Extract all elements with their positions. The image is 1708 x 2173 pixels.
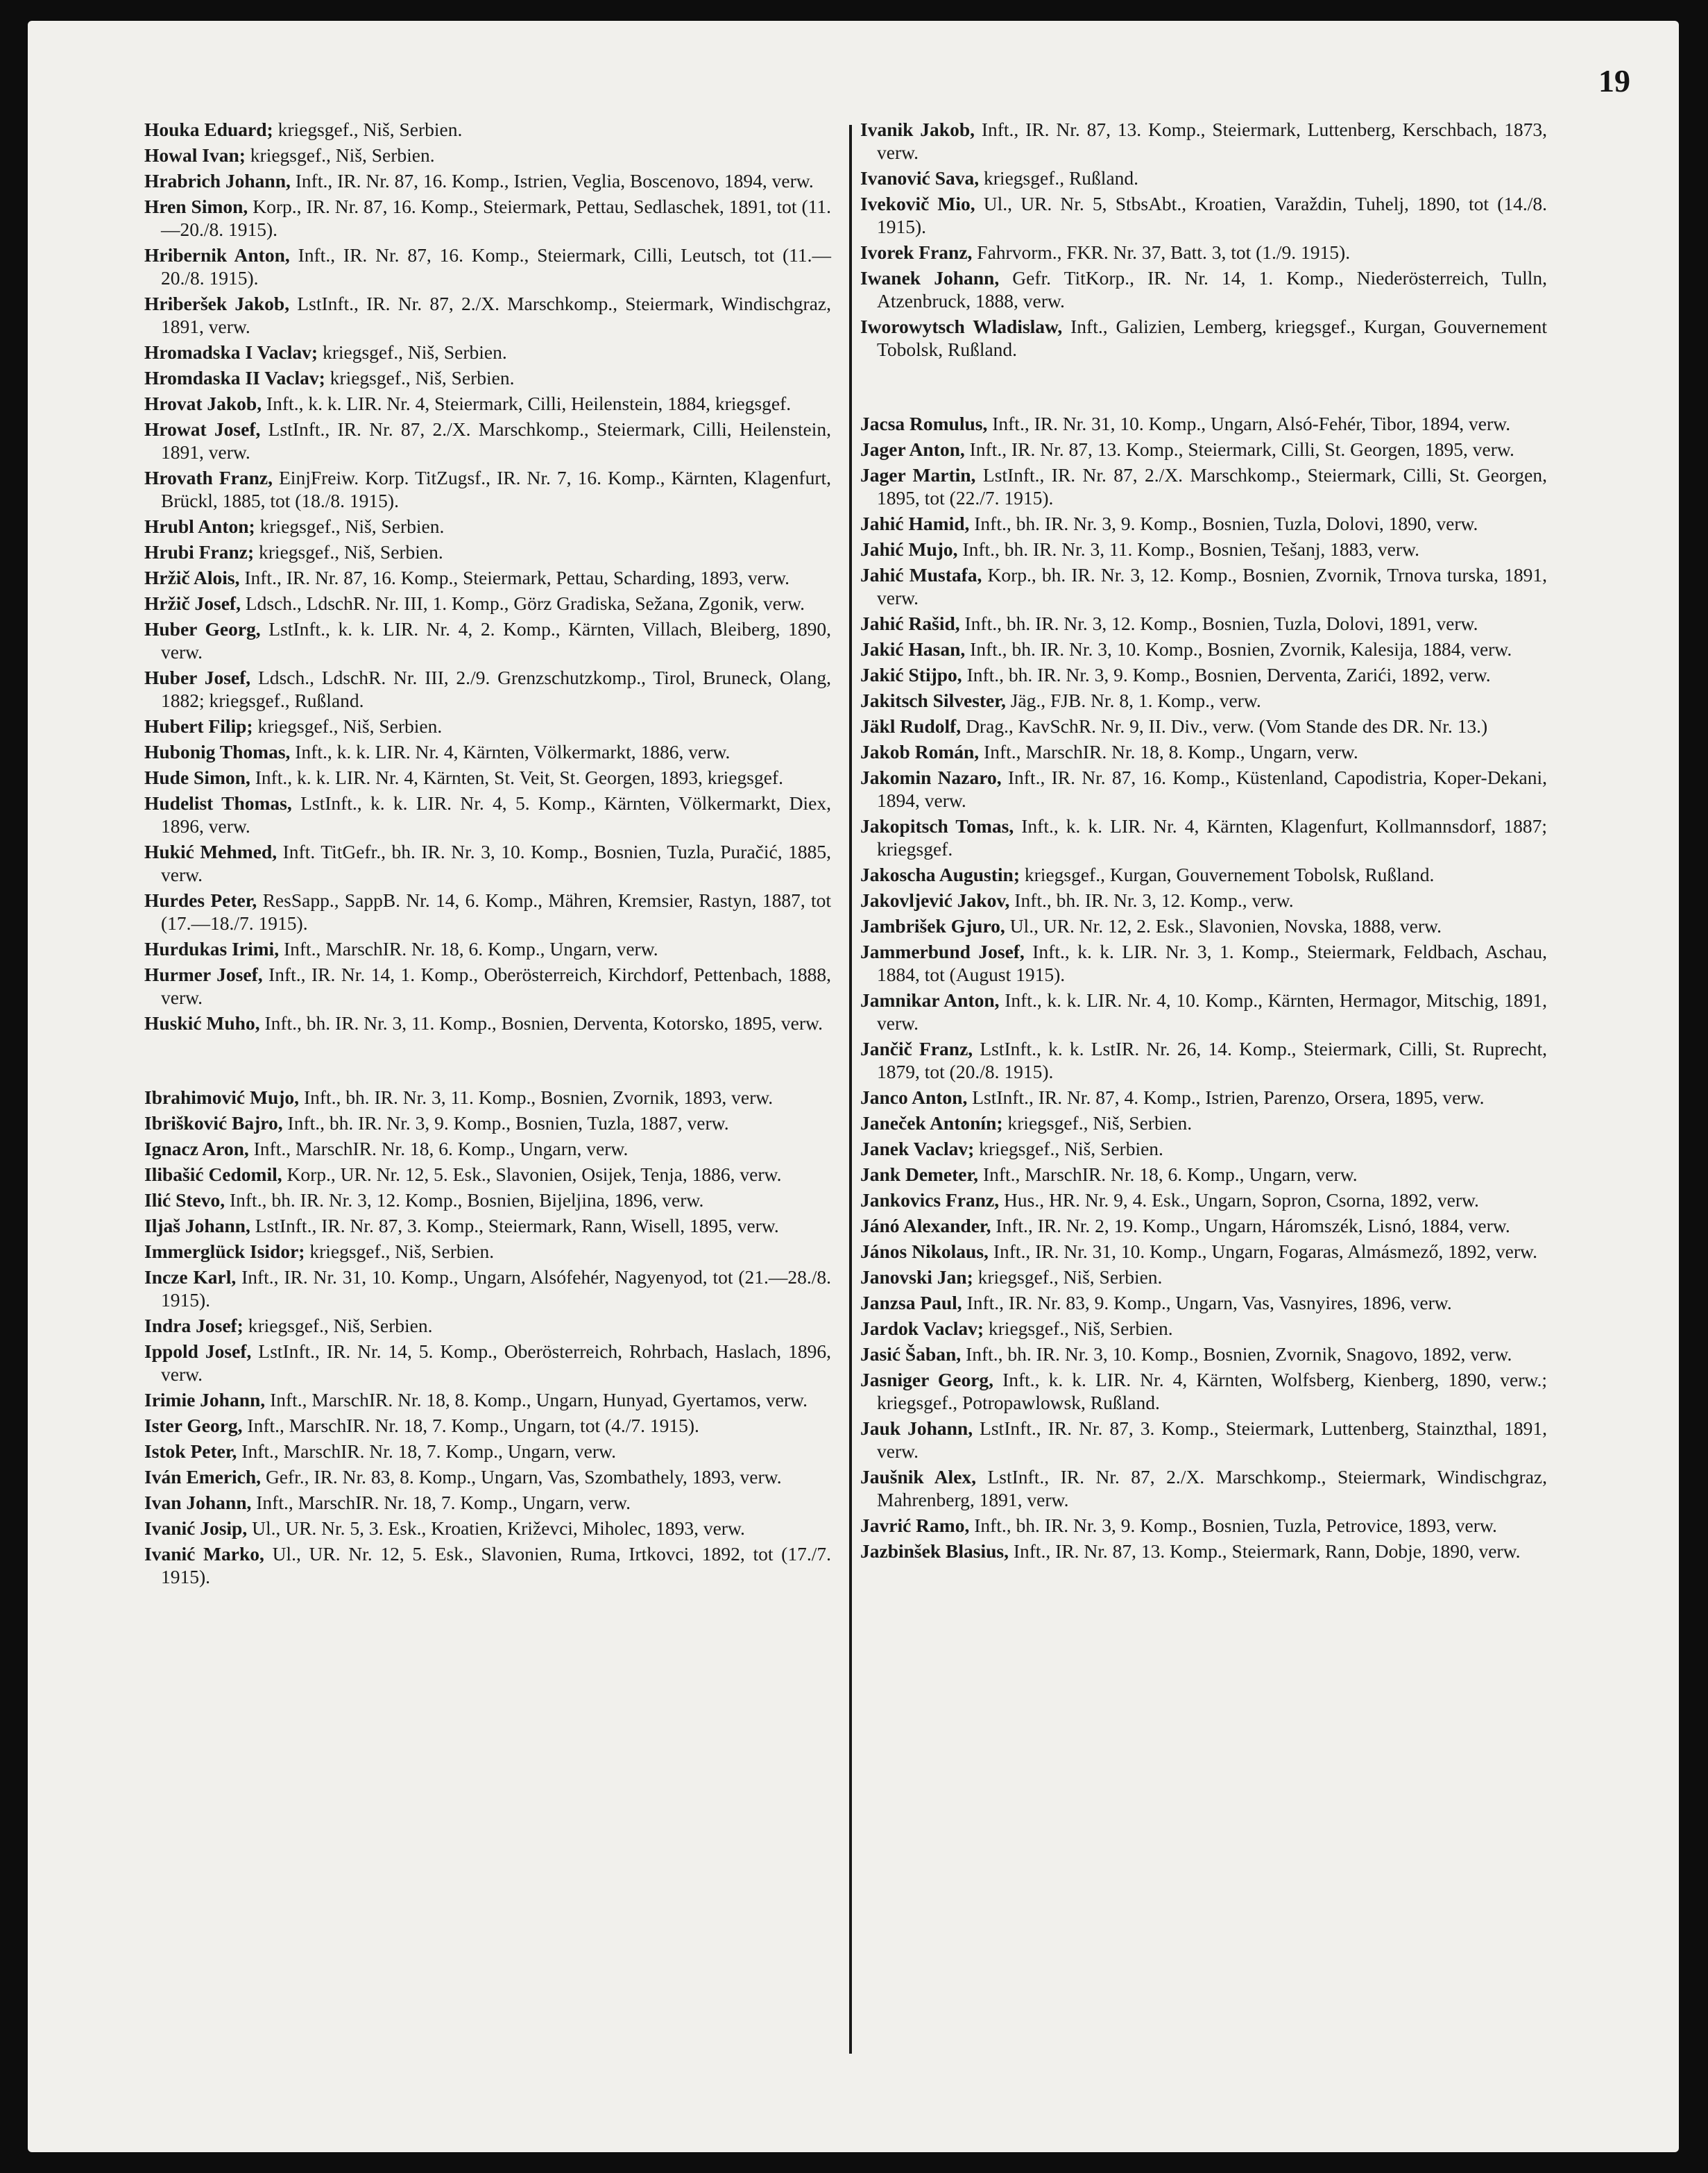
right-column [860,118,1547,1565]
entry-name: Iwanek Johann, [860,267,1000,289]
entry-details: Gefr., IR. Nr. 83, 8. Komp., Ungarn, Vas, Szombathely, 1893, verw. [261,1466,782,1488]
entry-details: kriegsgef., Niš, Serbien. [245,144,435,166]
entry-details: kriegsgef., Niš, Serbien. [1002,1112,1193,1134]
entry-name: Ivanić Marko, [144,1543,264,1565]
entry-details: Inft., IR. Nr. 87, 16. Komp., Steiermark, Cilli, Leutsch, tot (11.—20./8. 1915). [161,244,831,289]
entry-details: LstInft., IR. Nr. 87, 2./X. Marschkomp., Steiermark, Windischgraz, 1891, verw. [161,293,831,337]
entry-details: Hus., HR. Nr. 9, 4. Esk., Ungarn, Sopron, Csorna, 1892, verw. [999,1189,1479,1211]
entry-name: Hromadska I Vaclav; [144,341,318,363]
entry-details: kriegsgef., Niš, Serbien. [253,715,443,737]
casualty-entry [144,144,831,167]
casualty-entry [144,1266,831,1311]
entry-name: Hribernik Anton, [144,244,290,266]
entry-name: Ivan Johann, [144,1492,252,1513]
section-h-entries [144,118,831,1034]
casualty-entry [144,1440,831,1463]
entry-details: kriegsgef., Kurgan, Gouvernement Tobolsk, Rußland. [1020,864,1435,885]
entry-details: Inft., MarschIR. Nr. 18, 8. Komp., Ungarn, verw. [979,741,1358,762]
entry-details: Ul., UR. Nr. 12, 5. Esk., Slavonien, Ruma, Irtkovci, 1892, tot (17./7. 1915). [161,1543,831,1587]
entry-name: Huber Josef, [144,667,251,688]
casualty-entry [144,118,831,141]
entry-name: Ivanović Sava, [860,167,980,189]
entry-details: Inft., IR. Nr. 87, 16. Komp., Steiermark, Pettau, Scharding, 1893, verw. [239,567,790,588]
entry-details: Inft., bh. IR. Nr. 3, 9. Komp., Bosnien, Derventa, Zarići, 1892, verw. [962,664,1491,685]
entry-name: Immerglück Isidor; [144,1241,305,1262]
entry-name: Ilibašić Cedomil, [144,1164,282,1185]
entry-name: Janeček Antonín; [860,1112,1003,1134]
entry-details: Korp., bh. IR. Nr. 3, 12. Komp., Bosnien, Zvornik, Trnova turska, 1891, verw. [877,564,1547,608]
entry-name: Jager Martin, [860,464,976,486]
entry-name: Jakopitsch Tomas, [860,815,1014,837]
entry-details: kriegsgef., Niš, Serbien. [318,341,507,363]
casualty-entry [860,740,1547,763]
entry-details: Inft., IR. Nr. 31, 10. Komp., Ungarn, Alsó-Fehér, Tibor, 1894, verw. [987,413,1511,434]
casualty-entry [860,989,1547,1034]
entry-details: LstInft., IR. Nr. 87, 4. Komp., Istrien, Parenzo, Orsera, 1895, verw. [967,1086,1485,1108]
casualty-entry [144,1491,831,1514]
casualty-entry [860,118,1547,164]
casualty-entry [860,1417,1547,1463]
entry-details: LstInft., IR. Nr. 14, 5. Komp., Oberösterreich, Rohrbach, Haslach, 1896, verw. [161,1340,831,1385]
entry-name: Ibrišković Bajro, [144,1112,283,1134]
entry-details: kriegsgef., Niš, Serbien. [974,1138,1163,1159]
entry-name: Ilić Stevo, [144,1189,225,1211]
entry-name: János Nikolaus, [860,1241,989,1262]
entry-details: Inft., bh. IR. Nr. 3, 10. Komp., Bosnien, Zvornik, Snagovo, 1892, verw. [961,1343,1512,1365]
entry-details: Inft., IR. Nr. 87, 13. Komp., Steiermark, Cilli, St. Georgen, 1895, verw. [964,438,1514,460]
entry-name: Ivekovič Mio, [860,193,975,214]
entry-name: Hurdes Peter, [144,889,257,911]
casualty-entry [860,266,1547,312]
casualty-entry [144,195,831,241]
casualty-entry [860,940,1547,986]
document-page [28,21,1679,2152]
entry-details: Inft., MarschIR. Nr. 18, 6. Komp., Ungarn, verw. [248,1138,629,1159]
casualty-entry [144,1163,831,1186]
entry-name: Jakovljević Jakov, [860,889,1010,911]
casualty-entry [144,1314,831,1337]
entry-name: Iljaš Johann, [144,1215,250,1236]
entry-name: Jasniger Georg, [860,1369,994,1390]
entry-details: Inft., bh. IR. Nr. 3, 11. Komp., Bosnien, Tešanj, 1883, verw. [957,538,1419,560]
entry-details: kriegsgef., Niš, Serbien. [973,1266,1163,1288]
entry-name: Hromdaska II Vaclav; [144,367,325,389]
entry-name: Hrabrich Johann, [144,170,291,191]
casualty-entry [860,1163,1547,1186]
casualty-entry [860,1188,1547,1211]
casualty-entry [144,592,831,615]
entry-details: Ldsch., LdschR. Nr. III, 1. Komp., Görz Gradiska, Sežana, Zgonik, verw. [240,593,805,614]
entry-details: kriegsgef., Niš, Serbien. [255,515,445,537]
entry-details: LstInft., k. k. LIR. Nr. 4, 2. Komp., Kärnten, Villach, Bleiberg, 1890, verw. [161,618,831,663]
entry-name: Jasić Šaban, [860,1343,962,1365]
entry-name: Ivanik Jakob, [860,119,975,140]
left-column [144,118,831,1591]
entry-name: Hrubl Anton; [144,515,255,537]
entry-name: Jardok Vaclav; [860,1318,984,1339]
entry-name: Hren Simon, [144,196,248,217]
entry-name: Istok Peter, [144,1440,237,1462]
entry-details: LstInft., IR. Nr. 87, 2./X. Marschkomp., Steiermark, Cilli, St. Georgen, 1895, tot (22./7. 1915). [877,464,1547,509]
casualty-entry [860,1317,1547,1340]
entry-details: Inft., k. k. LIR. Nr. 4, Kärnten, Klagenfurt, Kollmannsdorf, 1887; kriegsgef. [877,815,1547,860]
casualty-entry [144,840,831,886]
casualty-entry [860,563,1547,609]
entry-details: Inft., bh. IR. Nr. 3, 12. Komp., verw. [1009,889,1294,911]
casualty-entry [860,1137,1547,1160]
entry-details: LstInft., IR. Nr. 87, 3. Komp., Steiermark, Rann, Wisell, 1895, verw. [250,1215,779,1236]
casualty-entry [144,1188,831,1211]
casualty-entry [860,689,1547,712]
entry-details: LstInft., IR. Nr. 87, 2./X. Marschkomp., Steiermark, Cilli, Heilenstein, 1891, verw. [161,418,831,463]
entry-details: Inft., bh. IR. Nr. 3, 10. Komp., Bosnien, Zvornik, Kalesija, 1884, verw. [965,638,1512,660]
entry-details: Inft., k. k. LIR. Nr. 4, Kärnten, Wolfsberg, Kienberg, 1890, verw.; kriegsgef., Potropawlowsk, Rußland. [877,1369,1547,1413]
entry-name: Iván Emerich, [144,1466,262,1488]
section-gap [860,364,1547,412]
casualty-entry [860,863,1547,886]
casualty-entry [860,512,1547,535]
entry-details: Inft., IR. Nr. 14, 1. Komp., Oberösterreich, Kirchdorf, Pettenbach, 1888, verw. [161,964,831,1008]
entry-details: Inft., MarschIR. Nr. 18, 6. Komp., Ungarn, verw. [978,1164,1358,1185]
section-j-entries [860,412,1547,1562]
entry-details: Inft., MarschIR. Nr. 18, 7. Komp., Ungarn, tot (4./7. 1915). [242,1415,699,1436]
casualty-entry [144,1542,831,1588]
entry-details: Inft., MarschIR. Nr. 18, 6. Komp., Ungarn, verw. [279,938,658,960]
entry-name: Incze Karl, [144,1266,237,1288]
entry-details: Inft., IR. Nr. 87, 13. Komp., Steiermark, Rann, Dobje, 1890, verw. [1008,1540,1521,1562]
entry-details: Inft., bh. IR. Nr. 3, 9. Komp., Bosnien, Tuzla, Dolovi, 1890, verw. [969,513,1478,534]
casualty-entry [860,315,1547,361]
casualty-entry [860,1266,1547,1288]
entry-name: Howal Ivan; [144,144,246,166]
entry-details: kriegsgef., Niš, Serbien. [273,119,463,140]
entry-name: Hrovat Jakob, [144,393,262,414]
casualty-entry [144,740,831,763]
entry-name: Jahić Mujo, [860,538,958,560]
casualty-entry [144,1137,831,1160]
entry-name: Hukić Mehmed, [144,841,277,862]
entry-name: Hurmer Josef, [144,964,263,985]
casualty-entry [860,192,1547,238]
entry-details: kriegsgef., Niš, Serbien. [243,1315,433,1336]
entry-details: LstInft., k. k. LIR. Nr. 4, 5. Komp., Kärnten, Völkermarkt, Diex, 1896, verw. [161,792,831,837]
casualty-entry [144,466,831,512]
casualty-entry [860,1465,1547,1511]
casualty-entry [144,292,831,338]
entry-name: Hude Simon, [144,767,250,788]
entry-details: Inft., IR. Nr. 83, 9. Komp., Ungarn, Vas, Vasnyires, 1896, verw. [962,1292,1452,1313]
casualty-entry [860,1368,1547,1414]
entry-details: Inft., bh. IR. Nr. 3, 12. Komp., Bosnien, Tuzla, Dolovi, 1891, verw. [959,613,1478,634]
casualty-entry [860,663,1547,686]
casualty-entry [144,341,831,364]
casualty-entry [144,169,831,192]
entry-details: Inft., MarschIR. Nr. 18, 8. Komp., Ungarn, Hunyad, Gyertamos, verw. [265,1389,808,1411]
casualty-entry [144,392,831,415]
casualty-entry [860,766,1547,812]
entry-name: Jazbinšek Blasius, [860,1540,1009,1562]
entry-details: kriegsgef., Niš, Serbien. [325,367,515,389]
entry-name: Jakitsch Silvester, [860,690,1006,711]
entry-details: Inft., k. k. LIR. Nr. 3, 1. Komp., Steiermark, Feldbach, Aschau, 1884, tot (August 1915). [877,941,1547,985]
casualty-entry [860,1514,1547,1537]
casualty-entry [144,1086,831,1109]
entry-details: kriegsgef., Niš, Serbien. [984,1318,1173,1339]
entry-name: Jakoscha Augustin; [860,864,1020,885]
entry-details: Inft., MarschIR. Nr. 18, 7. Komp., Ungarn, verw. [237,1440,616,1462]
entry-details: Inft., IR. Nr. 87, 16. Komp., Istrien, Veglia, Boscenovo, 1894, verw. [290,170,814,191]
entry-name: Jager Anton, [860,438,965,460]
entry-name: Jahić Mustafa, [860,564,982,586]
entry-details: kriegsgef., Rußland. [979,167,1139,189]
entry-name: Huskić Muho, [144,1012,260,1034]
casualty-entry [144,244,831,289]
entry-details: ResSapp., SappB. Nr. 14, 6. Komp., Mähren, Kremsier, Rastyn, 1887, tot (17.—18./7. 1915). [161,889,831,934]
entry-details: Ul., UR. Nr. 5, 3. Esk., Kroatien, Križevci, Miholec, 1893, verw. [247,1517,745,1539]
entry-name: Jaušnik Alex, [860,1466,977,1488]
casualty-entry [860,1291,1547,1314]
entry-name: Jambrišek Gjuro, [860,915,1005,937]
entry-details: Inft., IR. Nr. 87, 16. Komp., Küstenland, Capodistria, Koper-Dekani, 1894, verw. [877,767,1547,811]
entry-details: kriegsgef., Niš, Serbien. [305,1241,495,1262]
entry-name: Jančič Franz, [860,1038,973,1059]
casualty-entry [144,1465,831,1488]
casualty-entry [860,612,1547,635]
entry-name: Irimie Johann, [144,1389,266,1411]
casualty-entry [144,617,831,663]
casualty-entry [860,889,1547,912]
entry-name: Jakomin Nazaro, [860,767,1002,788]
entry-details: Inft., IR. Nr. 31, 10. Komp., Ungarn, Fogaras, Almásmező, 1892, verw. [988,1241,1537,1262]
casualty-entry [144,418,831,463]
casualty-entry [860,167,1547,189]
entry-details: Inft., bh. IR. Nr. 3, 11. Komp., Bosnien, Zvornik, 1893, verw. [299,1086,774,1108]
entry-name: Jäkl Rudolf, [860,715,962,737]
casualty-entry [860,538,1547,561]
entry-name: Jankovics Franz, [860,1189,1000,1211]
entry-name: Ippold Josef, [144,1340,252,1362]
column-divider [849,125,852,2054]
entry-details: Inft., k. k. LIR. Nr. 4, 10. Komp., Kärnten, Hermagor, Mitschig, 1891, verw. [877,989,1548,1034]
entry-name: Hržič Alois, [144,567,240,588]
section-i-entries [144,1086,831,1588]
entry-details: Inft., bh. IR. Nr. 3, 9. Komp., Bosnien, Tuzla, Petrovice, 1893, verw. [969,1515,1497,1536]
entry-details: EinjFreiw. Korp. TitZugsf., IR. Nr. 7, 16. Komp., Kärnten, Klagenfurt, Brückl, 1885, tot (18./8. 1915). [161,467,831,511]
section-i-continued-entries [860,118,1547,361]
casualty-entry [860,914,1547,937]
entry-name: Ignacz Aron, [144,1138,249,1159]
section-gap [144,1037,831,1086]
casualty-entry [144,666,831,712]
casualty-entry [144,540,831,563]
casualty-entry [144,366,831,389]
entry-name: Hubert Filip; [144,715,253,737]
entry-name: Janzsa Paul, [860,1292,962,1313]
entry-name: Hubonig Thomas, [144,741,291,762]
entry-name: Hrovath Franz, [144,467,273,488]
entry-name: Hrubi Franz; [144,541,255,563]
entry-details: Inft., k. k. LIR. Nr. 4, Kärnten, Völkermarkt, 1886, verw. [290,741,731,762]
casualty-entry [144,1214,831,1237]
casualty-entry [860,1086,1547,1109]
entry-name: Ister Georg, [144,1415,243,1436]
entry-details: Fahrvorm., FKR. Nr. 37, Batt. 3, tot (1./9. 1915). [972,241,1351,263]
entry-name: Jakić Stijpo, [860,664,962,685]
casualty-entry [860,241,1547,264]
entry-details: Inft., MarschIR. Nr. 18, 7. Komp., Ungarn, verw. [251,1492,631,1513]
entry-details: Inft., bh. IR. Nr. 3, 12. Komp., Bosnien, Bijeljina, 1896, verw. [225,1189,704,1211]
entry-name: Jank Demeter, [860,1164,979,1185]
entry-details: Inft., IR. Nr. 31, 10. Komp., Ungarn, Alsófehér, Nagyenyod, tot (21.—28./8. 1915). [161,1266,831,1311]
entry-details: LstInft., IR. Nr. 87, 2./X. Marschkomp., Steiermark, Windischgraz, Mahrenberg, 1891, verw. [877,1466,1547,1510]
entry-details: Jäg., FJB. Nr. 8, 1. Komp., verw. [1005,690,1261,711]
entry-name: Jacsa Romulus, [860,413,988,434]
entry-name: Jakob Román, [860,741,980,762]
entry-details: Drag., KavSchR. Nr. 9, II. Div., verw. (Vom Stande des DR. Nr. 13.) [961,715,1488,737]
entry-details: Inft., IR. Nr. 2, 19. Komp., Ungarn, Háromszék, Lisnó, 1884, verw. [991,1215,1510,1236]
casualty-entry [860,638,1547,661]
entry-name: Jakić Hasan, [860,638,966,660]
casualty-entry [144,1414,831,1437]
casualty-entry [860,438,1547,461]
entry-details: Inft., bh. IR. Nr. 3, 11. Komp., Bosnien, Derventa, Kotorsko, 1895, verw. [259,1012,823,1034]
entry-name: Hriberšek Jakob, [144,293,290,314]
casualty-entry [860,1214,1547,1237]
entry-details: Inft., bh. IR. Nr. 3, 9. Komp., Bosnien, Tuzla, 1887, verw. [282,1112,729,1134]
entry-details: Inft., IR. Nr. 87, 13. Komp., Steiermark, Luttenberg, Kerschbach, 1873, verw. [877,119,1547,163]
entry-name: Jammerbund Josef, [860,941,1025,962]
entry-name: Hržič Josef, [144,593,241,614]
entry-name: Jahić Rašid, [860,613,960,634]
entry-name: Ibrahimović Mujo, [144,1086,300,1108]
entry-name: Ivanić Josip, [144,1517,248,1539]
page-number: 19 [1598,63,1630,99]
casualty-entry [144,566,831,589]
entry-details: Inft., k. k. LIR. Nr. 4, Steiermark, Cilli, Heilenstein, 1884, kriegsgef. [262,393,792,414]
entry-details: Korp., UR. Nr. 12, 5. Esk., Slavonien, Osijek, Tenja, 1886, verw. [282,1164,782,1185]
entry-name: Hudelist Thomas, [144,792,292,814]
entry-name: Jánó Alexander, [860,1215,991,1236]
casualty-entry [144,1388,831,1411]
casualty-entry [144,766,831,789]
casualty-entry [144,1012,831,1034]
entry-details: LstInft., IR. Nr. 87, 3. Komp., Steiermark, Luttenberg, Stainzthal, 1891, verw. [877,1417,1547,1462]
casualty-entry [144,889,831,935]
entry-name: Javrić Ramo, [860,1515,970,1536]
entry-name: Indra Josef; [144,1315,244,1336]
entry-name: Jauk Johann, [860,1417,973,1439]
casualty-entry [144,1111,831,1134]
entry-details: Ldsch., LdschR. Nr. III, 2./9. Grenzschutzkomp., Tirol, Bruneck, Olang, 1882; kriegsgef., Rußland. [161,667,831,711]
entry-details: Ul., UR. Nr. 12, 2. Esk., Slavonien, Novska, 1888, verw. [1005,915,1442,937]
entry-name: Janovski Jan; [860,1266,973,1288]
casualty-entry [144,963,831,1009]
casualty-entry [144,1340,831,1386]
entry-name: Janek Vaclav; [860,1138,975,1159]
casualty-entry [860,1111,1547,1134]
casualty-entry [860,715,1547,738]
casualty-entry [144,792,831,837]
casualty-entry [860,1240,1547,1263]
entry-details: Gefr. TitKorp., IR. Nr. 14, 1. Komp., Niederösterreich, Tulln, Atzenbruck, 1888, verw. [877,267,1547,312]
entry-name: Hurdukas Irimi, [144,938,280,960]
casualty-entry [860,815,1547,860]
casualty-entry [860,412,1547,435]
casualty-entry [144,1240,831,1263]
casualty-entry [860,1540,1547,1562]
casualty-entry [144,937,831,960]
entry-name: Huber Georg, [144,618,261,640]
casualty-entry [860,463,1547,509]
entry-details: Inft. TitGefr., bh. IR. Nr. 3, 10. Komp., Bosnien, Tuzla, Puračić, 1885, verw. [161,841,831,885]
entry-name: Jamnikar Anton, [860,989,1000,1011]
entry-details: Korp., IR. Nr. 87, 16. Komp., Steiermark, Pettau, Sedlaschek, 1891, tot (11.—20./8. 1915). [161,196,831,240]
entry-details: LstInft., k. k. LstIR. Nr. 26, 14. Komp., Steiermark, Cilli, St. Ruprecht, 1879, tot (20./8. 1915). [877,1038,1547,1082]
entry-details: Inft., Galizien, Lemberg, kriegsgef., Kurgan, Gouvernement Tobolsk, Rußland. [877,316,1547,360]
entry-details: Inft., k. k. LIR. Nr. 4, Kärnten, St. Veit, St. Georgen, 1893, kriegsgef. [250,767,783,788]
entry-name: Iworowytsch Wladislaw, [860,316,1063,337]
entry-name: Jahić Hamid, [860,513,970,534]
entry-details: kriegsgef., Niš, Serbien. [254,541,443,563]
entry-name: Hrowat Josef, [144,418,261,440]
casualty-entry [144,1517,831,1540]
casualty-entry [860,1037,1547,1083]
casualty-entry [860,1343,1547,1365]
entry-details: Ul., UR. Nr. 5, StbsAbt., Kroatien, Varaždin, Tuhelj, 1890, tot (14./8. 1915). [877,193,1547,237]
casualty-entry [144,515,831,538]
entry-name: Houka Eduard; [144,119,273,140]
casualty-entry [144,715,831,738]
entry-name: Janco Anton, [860,1086,968,1108]
entry-name: Ivorek Franz, [860,241,973,263]
